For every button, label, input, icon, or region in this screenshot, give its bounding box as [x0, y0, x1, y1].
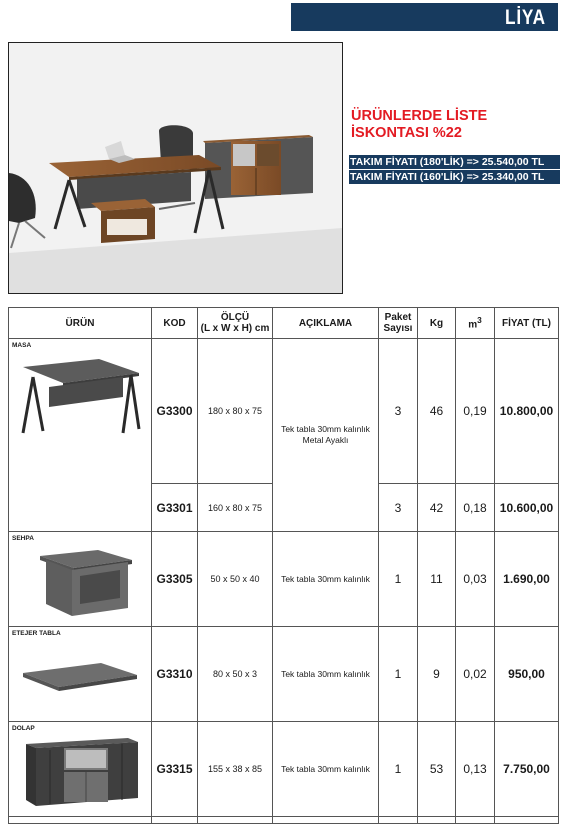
set-price-180: TAKIM FİYATI (180'LİK) => 25.540,00 TL: [349, 155, 560, 169]
product-price-table: [8, 307, 559, 824]
weight-kg: 53: [418, 722, 456, 817]
product-description: [273, 339, 379, 532]
header-m3: [456, 308, 495, 339]
brand-header-bar: [291, 3, 558, 31]
price: 7.750,00: [495, 722, 559, 817]
package-count: 1: [379, 532, 418, 627]
table-row: [9, 339, 559, 484]
category-label: MASA: [12, 342, 32, 349]
category-label: SEHPA: [12, 535, 34, 542]
header-package: [379, 308, 418, 339]
header-kg: Kg: [418, 308, 456, 339]
product-size: 80 x 50 x 3: [198, 627, 273, 722]
cabinet-image: [23, 736, 141, 810]
table-row: [9, 532, 559, 627]
header-code: KOD: [152, 308, 198, 339]
cut-off-cell: [198, 817, 273, 824]
promo-line-2: İSKONTASI %22: [351, 125, 462, 141]
volume-m3: 0,03: [456, 532, 495, 627]
price: 1.690,00: [495, 532, 559, 627]
side-table-image: [31, 546, 141, 620]
category-label: DOLAP: [12, 725, 35, 732]
description-line2: Metal Ayaklı: [302, 435, 349, 445]
weight-kg: 9: [418, 627, 456, 722]
product-size: 50 x 50 x 40: [198, 532, 273, 627]
header-m3-base: m: [468, 319, 478, 331]
set-price-160: TAKIM FİYATI (160'LİK) => 25.340,00 TL: [349, 170, 560, 184]
package-count: 3: [379, 484, 418, 532]
promo-line-1: ÜRÜNLERDE LİSTE: [351, 108, 488, 124]
product-code: G3305: [152, 532, 198, 627]
product-code: G3315: [152, 722, 198, 817]
table-row: [9, 627, 559, 722]
weight-kg: 11: [418, 532, 456, 627]
header-product: ÜRÜN: [9, 308, 152, 339]
cut-off-cell: [9, 817, 152, 824]
product-cell-etejer-tabla: [9, 627, 152, 722]
volume-m3: 0,13: [456, 722, 495, 817]
header-size: [198, 308, 273, 339]
volume-m3: 0,02: [456, 627, 495, 722]
cut-off-cell: [495, 817, 559, 824]
product-size: 160 x 80 x 75: [198, 484, 273, 532]
table-header-row: [9, 308, 559, 339]
office-set-photo: [8, 42, 343, 294]
shelf-board-image: [19, 641, 141, 715]
weight-kg: 42: [418, 484, 456, 532]
header-m3-sup: 3: [477, 315, 482, 326]
package-count: 1: [379, 722, 418, 817]
cut-off-cell: [379, 817, 418, 824]
weight-kg: 46: [418, 339, 456, 484]
product-code: G3310: [152, 627, 198, 722]
cut-off-cell: [456, 817, 495, 824]
package-count: 3: [379, 339, 418, 484]
header-size-line1: ÖLÇÜ: [220, 312, 250, 323]
brand-title: LİYA: [505, 6, 546, 29]
product-description: Tek tabla 30mm kalınlık: [273, 532, 379, 627]
description-line1: Tek tabla 30mm kalınlık: [281, 424, 370, 434]
header-package-line2: Sayısı: [383, 323, 413, 334]
price: 10.800,00: [495, 339, 559, 484]
product-cell-masa: [9, 339, 152, 532]
product-code: G3301: [152, 484, 198, 532]
discount-promo: [351, 108, 487, 142]
product-cell-dolap: [9, 722, 152, 817]
product-description: Tek tabla 30mm kalınlık: [273, 722, 379, 817]
product-description: Tek tabla 30mm kalınlık: [273, 627, 379, 722]
package-count: 1: [379, 627, 418, 722]
volume-m3: 0,19: [456, 339, 495, 484]
product-cell-sehpa: [9, 532, 152, 627]
product-size: 180 x 80 x 75: [198, 339, 273, 484]
header-price: FİYAT (TL): [495, 308, 559, 339]
category-label: ETEJER TABLA: [12, 630, 61, 637]
header-size-line2: (L x W x H) cm: [200, 323, 270, 334]
table-row-cut-off: [9, 817, 559, 824]
cut-off-cell: [152, 817, 198, 824]
header-description: AÇIKLAMA: [273, 308, 379, 339]
price: 950,00: [495, 627, 559, 722]
table-row: [9, 722, 559, 817]
price: 10.600,00: [495, 484, 559, 532]
product-code: G3300: [152, 339, 198, 484]
volume-m3: 0,18: [456, 484, 495, 532]
product-size: 155 x 38 x 85: [198, 722, 273, 817]
cut-off-cell: [273, 817, 379, 824]
cut-off-cell: [418, 817, 456, 824]
desk-image: [19, 353, 141, 525]
header-package-line1: Paket: [384, 312, 412, 323]
